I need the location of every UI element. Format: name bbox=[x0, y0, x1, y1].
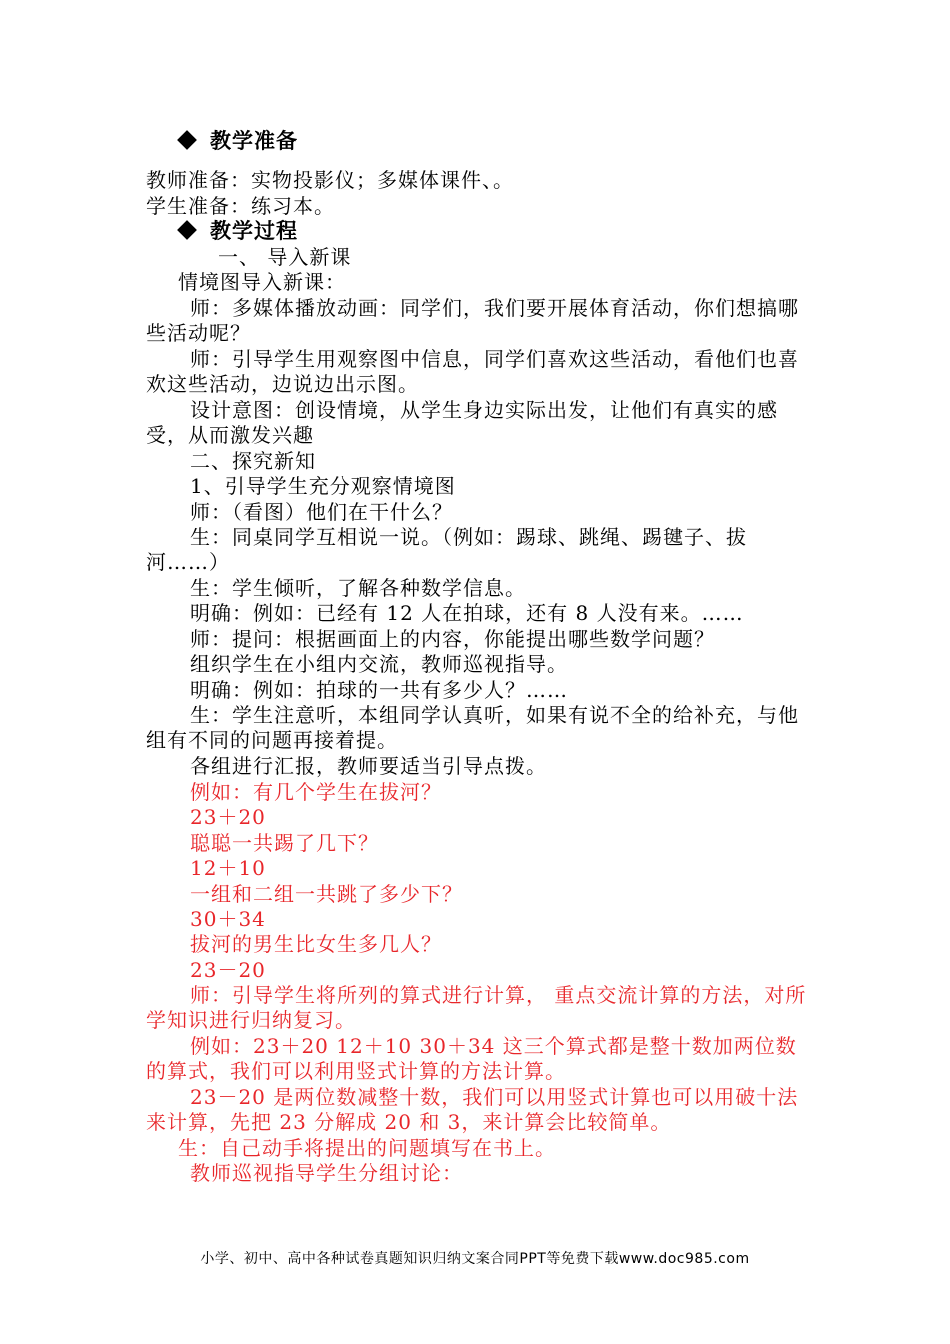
organize-line: 组织学生在小组内交流，教师巡视指导。 bbox=[190, 652, 568, 676]
student-line-4: 生：自己动手将提出的问题填写在书上。 bbox=[178, 1136, 556, 1160]
situation-line: 情境图导入新课： bbox=[178, 270, 346, 294]
design-intent: 设计意图：创设情境，从学生身边实际出发，让他们有真实的感受，从而激发兴趣 bbox=[146, 398, 778, 447]
teacher-line-5: 师：引导学生将所列的算式进行计算， 重点交流计算的方法，对所学知识进行归纳复习。 bbox=[146, 983, 807, 1032]
teacher-line-4: 师：提问：根据画面上的内容，你能提出哪些数学问题？ bbox=[190, 627, 715, 651]
part-one-heading: 一、 导入新课 bbox=[218, 245, 352, 269]
step-one-line: 1、引导学生充分观察情境图 bbox=[190, 474, 456, 498]
part-two-heading: 二、探究新知 bbox=[190, 449, 316, 473]
example-question-3: 一组和二组一共跳了多少下？ bbox=[190, 882, 463, 906]
example-question-4: 拔河的男生比女生多几人？ bbox=[190, 932, 442, 956]
teacher-line-3: 师：（看图）他们在干什么？ bbox=[190, 500, 453, 524]
teacher-line-6: 教师巡视指导学生分组讨论： bbox=[190, 1161, 463, 1185]
section-heading-process: 教学过程 bbox=[180, 218, 298, 243]
teacher-line-2: 师：引导学生用观察图中信息，同学们喜欢这些活动，看他们也喜欢这些活动，边说边出示图。 bbox=[146, 347, 799, 396]
diamond-bullet-icon bbox=[177, 220, 197, 240]
clarify-line-2: 明确：例如：拍球的一共有多少人？…… bbox=[190, 678, 568, 702]
example-expression-3: 30＋34 bbox=[190, 907, 266, 931]
example-sub-explanation: 23－20 是两位数减整十数，我们可以用竖式计算也可以用破十法来计算，先把 23 分解成 20 和 3，来计算会比较简单。 bbox=[146, 1085, 799, 1134]
example-question-2: 聪聪一共踢了几下？ bbox=[190, 831, 379, 855]
student-line-3: 生：学生注意听，本组同学认真听，如果有说不全的给补充，与他组有不同的问题再接着提。 bbox=[146, 703, 799, 752]
clarify-line-1: 明确：例如：已经有 12 人在拍球，还有 8 人没有来。…… bbox=[190, 601, 744, 625]
diamond-bullet-icon bbox=[177, 130, 197, 150]
teacher-prep-line: 教师准备：实物投影仪；多媒体课件、。 bbox=[146, 168, 514, 192]
example-expression-4: 23－20 bbox=[190, 958, 266, 982]
example-sum-explanation: 例如：23＋20 12＋10 30＋34 这三个算式都是整十数加两位数的算式，我们可以利用竖式计算的方法计算。 bbox=[146, 1034, 797, 1083]
student-prep-line: 学生准备：练习本。 bbox=[146, 194, 335, 218]
section-heading-prep: 教学准备 bbox=[180, 128, 298, 153]
report-line: 各组进行汇报，教师要适当引导点拨。 bbox=[190, 754, 547, 778]
student-line-2: 生：学生倾听，了解各种数学信息。 bbox=[190, 576, 526, 600]
example-expression-1: 23＋20 bbox=[190, 805, 266, 829]
page-footer: 小学、初中、高中各种试卷真题知识归纳文案合同PPT等免费下载www.doc985.com bbox=[200, 1251, 750, 1267]
student-line-1: 生：同桌同学互相说一说。（例如：踢球、跳绳、踢毽子、拔河……） bbox=[146, 525, 747, 574]
example-question-1: 例如：有几个学生在拔河？ bbox=[190, 780, 442, 804]
example-expression-2: 12＋10 bbox=[190, 856, 266, 880]
teacher-line-1: 师：多媒体播放动画：同学们，我们要开展体育活动，你们想搞哪些活动呢？ bbox=[146, 296, 799, 345]
